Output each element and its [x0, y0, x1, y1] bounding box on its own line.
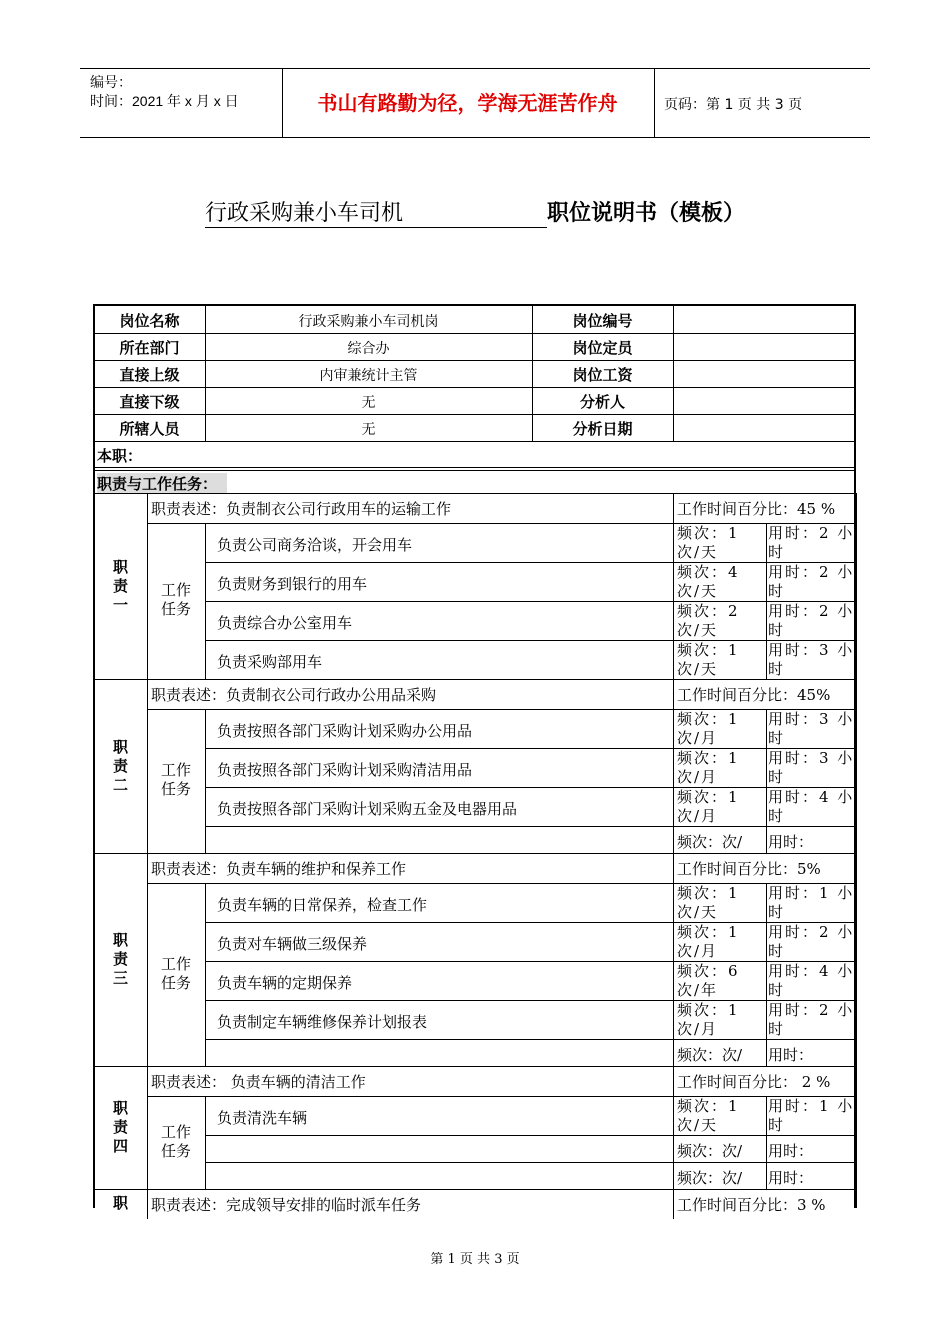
task-frequency: 频次：1 次/月 — [677, 710, 740, 747]
duty-description: 职责表述：完成领导安排的临时派车任务 — [151, 1196, 422, 1214]
table-rule — [205, 1096, 206, 1189]
task-time: 用时：3 小时 — [768, 641, 855, 678]
table-rule — [94, 441, 855, 442]
task-label: 工作任务 — [160, 1122, 191, 1160]
task-time: 用时：1 小时 — [768, 884, 855, 921]
duty-percent: 工作时间百分比：3 % — [677, 1196, 826, 1214]
table-rule — [766, 1096, 767, 1189]
task-time: 用时：2 小时 — [768, 602, 855, 639]
task-text: 负责按照各部门采购计划采购清洁用品 — [217, 760, 473, 779]
task-text: 负责按照各部门采购计划采购五金及电器用品 — [217, 799, 518, 818]
table-rule — [673, 1096, 674, 1189]
table-rule — [673, 679, 674, 709]
duty-name: 职 责 三 — [112, 931, 128, 987]
info-value: 综合办 — [347, 341, 390, 357]
task-frequency: 频次：6 次/年 — [677, 962, 740, 999]
table-rule — [205, 1162, 855, 1163]
task-time: 用时： — [768, 1046, 814, 1064]
task-label: 工作任务 — [160, 954, 191, 992]
info-label: 岗位名称 — [119, 312, 180, 330]
table-rule — [532, 306, 533, 441]
table-rule — [673, 709, 674, 853]
task-frequency: 频次：次/ — [677, 1046, 743, 1064]
table-rule — [94, 414, 855, 415]
table-rule — [94, 470, 855, 471]
task-time: 用时：3 小时 — [768, 749, 855, 786]
task-frequency: 频次：次/ — [677, 1169, 743, 1187]
task-frequency: 频次：1 次/月 — [677, 749, 740, 786]
info-label: 所辖人员 — [119, 420, 180, 438]
task-text: 负责对车辆做三级保养 — [217, 934, 368, 953]
info-value: 无 — [361, 395, 376, 411]
info-label: 岗位编号 — [572, 312, 633, 330]
duty-percent: 工作时间百分比：45% — [677, 686, 831, 704]
task-time: 用时： — [768, 1142, 814, 1160]
date-label: 时间：2021 年 x 月 x 日 — [90, 93, 239, 109]
table-rule — [147, 1066, 148, 1096]
table-rule — [766, 883, 767, 1066]
task-time: 用时：1 小时 — [768, 1097, 855, 1134]
table-rule — [673, 523, 674, 679]
table-rule — [673, 853, 674, 883]
table-rule — [147, 853, 148, 883]
table-rule — [94, 853, 855, 854]
table-rule — [673, 1066, 674, 1096]
task-time: 用时： — [768, 833, 814, 851]
table-rule — [856, 493, 857, 1208]
page-info: 页码：第 1 页 共 3 页 — [664, 97, 803, 113]
section-duties: 职责与工作任务： — [97, 473, 227, 494]
section-benzhi: 本职： — [97, 447, 143, 465]
table-rule — [766, 709, 767, 853]
duty-percent: 工作时间百分比： 2 % — [677, 1073, 831, 1091]
task-time: 用时：2 小时 — [768, 1001, 855, 1038]
info-value: 内审兼统计主管 — [319, 368, 418, 384]
info-label: 岗位工资 — [572, 366, 633, 384]
task-text: 负责公司商务洽谈，开会用车 — [217, 535, 413, 554]
title-position: 行政采购兼小车司机 — [205, 196, 547, 228]
task-time: 用时：2 小时 — [768, 524, 855, 561]
info-label: 直接下级 — [119, 393, 180, 411]
duty-description: 职责表述： 负责车辆的清洁工作 — [151, 1073, 366, 1091]
table-rule — [205, 883, 206, 1066]
task-frequency: 频次：1 次/月 — [677, 923, 740, 960]
duty-name: 职 责 四 — [112, 1099, 128, 1155]
task-text: 负责采购部用车 — [217, 652, 323, 671]
table-rule — [147, 679, 148, 709]
task-frequency: 频次：1 次/月 — [677, 788, 740, 825]
duty-description: 职责表述：负责制衣公司行政办公用品采购 — [151, 686, 437, 704]
table-rule — [673, 883, 674, 1066]
task-frequency: 频次：1 次/天 — [677, 884, 740, 921]
task-time: 用时： — [768, 1169, 814, 1187]
duty-name: 职 — [112, 1194, 128, 1212]
task-text: 负责综合办公室用车 — [217, 613, 353, 632]
duty-percent: 工作时间百分比：5% — [677, 860, 821, 878]
table-rule — [94, 333, 855, 334]
task-frequency: 频次：次/ — [677, 833, 743, 851]
info-label: 直接上级 — [119, 366, 180, 384]
info-label: 分析日期 — [572, 420, 633, 438]
table-rule — [94, 1189, 855, 1190]
table-rule — [147, 493, 148, 523]
table-rule — [766, 523, 767, 679]
task-frequency: 频次：4 次/天 — [677, 563, 740, 600]
task-time: 用时：4 小时 — [768, 788, 855, 825]
task-frequency: 频次：1 次/天 — [677, 641, 740, 678]
table-rule — [205, 826, 855, 827]
table-rule — [205, 1039, 855, 1040]
duty-description: 职责表述：负责制衣公司行政用车的运输工作 — [151, 500, 452, 518]
table-rule — [94, 467, 855, 468]
task-label: 工作任务 — [160, 581, 191, 618]
table-rule — [94, 493, 95, 1208]
table-rule — [205, 523, 206, 679]
page-footer: 第 1 页 共 3 页 — [430, 1252, 520, 1267]
table-rule — [147, 1189, 148, 1219]
task-frequency: 频次：1 次/天 — [677, 1097, 740, 1134]
task-text: 负责财务到银行的用车 — [217, 574, 368, 593]
task-time: 用时：2 小时 — [768, 923, 855, 960]
task-text: 负责清洗车辆 — [217, 1108, 308, 1127]
number-label: 编号： — [90, 74, 132, 90]
table-rule — [94, 360, 855, 361]
task-frequency: 频次：2 次/天 — [677, 602, 740, 639]
task-time: 用时：3 小时 — [768, 710, 855, 747]
info-label: 分析人 — [579, 393, 625, 411]
motto: 书山有路勤为径，学海无涯苦作舟 — [317, 91, 618, 115]
duty-percent: 工作时间百分比：45 % — [677, 500, 836, 518]
task-frequency: 频次：1 次/天 — [677, 524, 740, 561]
table-rule — [94, 493, 855, 494]
table-rule — [94, 1066, 855, 1067]
task-text: 负责制定车辆维修保养计划报表 — [217, 1012, 428, 1031]
duty-name: 职 责 一 — [112, 557, 128, 614]
duty-description: 职责表述：负责车辆的维护和保养工作 — [151, 860, 407, 878]
duty-name: 职 责 二 — [112, 737, 128, 794]
task-time: 用时：2 小时 — [768, 563, 855, 600]
info-value: 无 — [361, 422, 376, 438]
task-label: 工作任务 — [160, 761, 191, 798]
task-text: 负责车辆的日常保养，检查工作 — [217, 895, 428, 914]
table-rule — [205, 306, 206, 441]
task-frequency: 频次：次/ — [677, 1142, 743, 1160]
task-text: 负责按照各部门采购计划采购办公用品 — [217, 721, 473, 740]
task-frequency: 频次：1 次/月 — [677, 1001, 740, 1038]
task-text: 负责车辆的定期保养 — [217, 973, 353, 992]
info-value: 行政采购兼小车司机岗 — [298, 314, 439, 330]
table-rule — [94, 679, 855, 680]
info-label: 所在部门 — [119, 339, 180, 357]
table-rule — [205, 1135, 855, 1136]
title-suffix: 职位说明书（模板） — [546, 201, 745, 226]
task-time: 用时：4 小时 — [768, 962, 855, 999]
table-rule — [673, 306, 674, 441]
table-rule — [673, 493, 674, 523]
info-label: 岗位定员 — [572, 339, 633, 357]
table-rule — [205, 709, 206, 853]
table-rule — [673, 1189, 674, 1219]
table-rule — [94, 387, 855, 388]
